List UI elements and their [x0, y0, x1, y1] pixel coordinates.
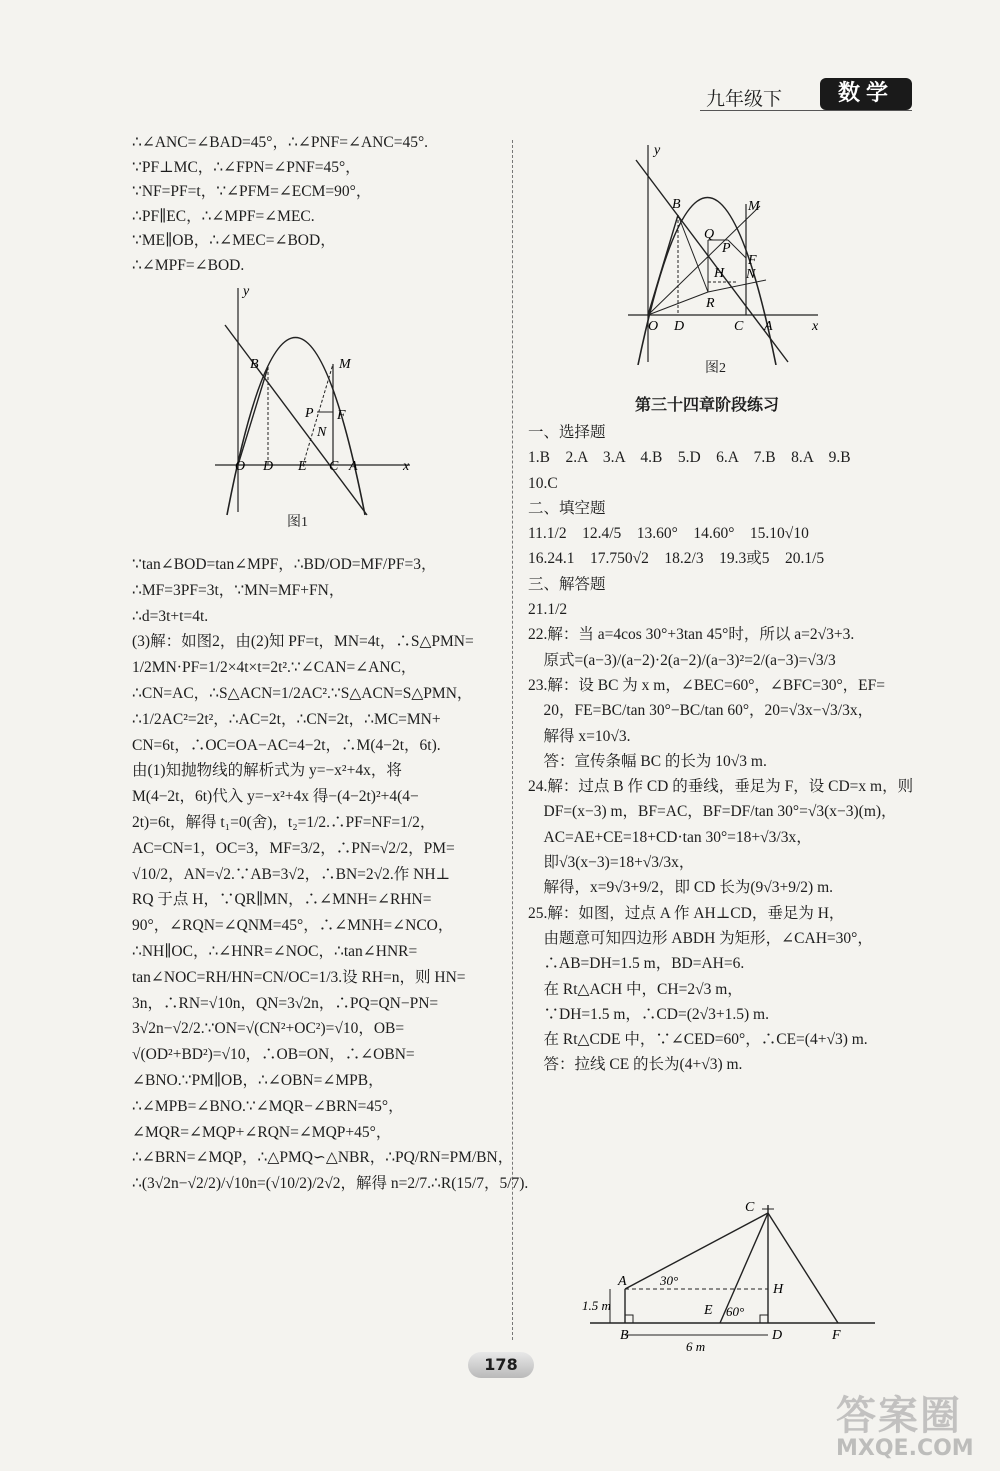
fig2-label-Q: Q	[704, 227, 715, 242]
fig1-label-N: N	[317, 425, 327, 440]
text-line: 25.解：如图，过点 A 作 AH⊥CD，垂足为 H，	[528, 904, 845, 922]
fig1-label-A: A	[349, 459, 358, 474]
text-line: 20，FE=BC/tan 30°−BC/tan 60°，20=√3x−√3/3x，	[528, 702, 874, 720]
fig2-label-x: x	[812, 319, 819, 334]
text-line: AC=AE+CE=18+CD·tan 30°=18+√3/3x，	[528, 828, 812, 846]
fig3-label-F: F	[832, 1328, 841, 1343]
fig3-label-D: D	[772, 1328, 783, 1343]
fig3-label-6m: 6 m	[686, 1339, 706, 1354]
fig3-label-A: A	[618, 1274, 627, 1289]
text-line: ∴MF=3PF=3t，∵MN=MF+FN，	[132, 581, 345, 599]
text-line: CN=6t，∴OC=OA−AC=4−2t，∴M(4−2t，6t).	[132, 736, 441, 754]
fig3-label-60: 60°	[726, 1304, 745, 1319]
fig1-label-y: y	[243, 284, 250, 299]
text-line: 3√2n−√2/2.∵ON=√(CN²+OC²)=√10，OB=	[132, 1020, 405, 1038]
text-line: ∴∠MPF=∠BOD.	[132, 256, 245, 274]
right-answers	[528, 420, 913, 1078]
text-line: 10.C	[528, 474, 558, 492]
text-line: ∠MQR=∠MQP+∠RQN=∠MQP+45°，	[132, 1123, 392, 1141]
text-line: ∴∠ANC=∠BAD=45°，∴∠PNF=∠ANC=45°.	[132, 134, 429, 151]
text-line: 解得，x=9√3+9/2，即 CD 长为(9√3+9/2) m.	[528, 879, 834, 897]
figure-3	[580, 1195, 880, 1355]
fig2-label-A: A	[764, 319, 773, 334]
figure-1-caption: 图1	[287, 515, 308, 530]
fig1-label-x: x	[403, 459, 410, 474]
fig1-label-F: F	[337, 408, 346, 423]
fig3-label-1.5m: 1.5 m	[582, 1298, 611, 1313]
text-line: 由题意可知四边形 ABDH 为矩形，∠CAH=30°，	[528, 929, 873, 947]
text-line: ∠BNO.∵PM∥OB，∴∠OBN=∠MPB，	[132, 1071, 384, 1089]
fig1-label-O: O	[235, 459, 246, 474]
text-line: ∵ME∥OB，∴∠MEC=∠BOD，	[132, 232, 336, 249]
text-line: M(4−2t，6t)代入 y=−x²+4x 得−(4−2t)²+4(4−	[132, 788, 419, 806]
fig1-label-E: E	[298, 459, 307, 474]
text-line: 答：宣传条幅 BC 的长为 10√3 m.	[528, 752, 767, 770]
figure-2-caption: 图2	[705, 361, 726, 376]
text-line: 1/2MN·PF=1/2×4t×t=2t².∵∠CAN=∠ANC，	[132, 659, 417, 677]
figure-1	[205, 280, 420, 520]
watermark-url: MXQE.COM	[836, 1436, 974, 1461]
watermark-logo: 答案圈	[836, 1393, 962, 1439]
fig2-label-R: R	[706, 296, 715, 311]
text-line: ∴1/2AC²=2t²，∴AC=2t，∴CN=2t，∴MC=MN+	[132, 710, 441, 728]
fig2-label-D: D	[674, 319, 685, 334]
fig3-label-30: 30°	[660, 1273, 679, 1288]
fig2-label-N: N	[746, 267, 756, 282]
header-grade: 九年级下	[706, 89, 783, 110]
fig3-label-B: B	[620, 1328, 629, 1343]
fig1-label-C: C	[329, 459, 339, 474]
text-line: 24.解：过点 B 作 CD 的垂线，垂足为 F，设 CD=x m，则	[528, 778, 914, 796]
text-line: ∵tan∠BOD=tan∠MPF，∴BD/OD=MF/PF=3，	[132, 556, 437, 573]
text-line: ∴PF∥EC，∴∠MPF=∠MEC.	[132, 207, 315, 225]
text-line: 2t)=6t，解得 t₁=0(舍)，t₂=1/2.∴PF=NF=1/2，	[132, 813, 436, 831]
text-line: ∴NH∥OC，∴∠HNR=∠NOC，∴tan∠HNR=	[132, 942, 418, 960]
fig3-label-H: H	[773, 1282, 784, 1297]
fig3-label-C: C	[745, 1200, 755, 1215]
text-line: √(OD²+BD²)=√10，∴OB=ON，∴∠OBN=	[132, 1046, 415, 1064]
text-line: 在 Rt△CDE 中，∵∠CED=60°，∴CE=(4+√3) m.	[528, 1031, 868, 1049]
text-line: 二、填空题	[528, 499, 606, 517]
text-line: 原式=(a−3)/(a−2)·2(a−2)/(a−3)²=2/(a−3)=√3/3	[528, 651, 836, 669]
text-line: 3n，∴RN=√10n，QN=3√2n，∴PQ=QN−PN=	[132, 994, 439, 1012]
text-line: 11.1/2 12.4/5 13.60° 14.60° 15.10√10	[528, 525, 809, 543]
text-line: 90°，∠RQN=∠QNM=45°，∴∠MNH=∠NCO，	[132, 917, 454, 935]
left-solution-top	[132, 131, 428, 278]
text-line: ∴CN=AC，∴S△ACN=1/2AC².∵S△ACN=S△PMN，	[132, 684, 473, 702]
text-line: ∵DH=1.5 m，∴CD=(2√3+1.5) m.	[528, 1005, 769, 1023]
page-number: 178	[468, 1352, 534, 1378]
text-line: ∴d=3t+t=4t.	[132, 607, 209, 625]
text-line: 即√3(x−3)=18+√3/3x，	[528, 854, 695, 872]
text-line: 一、选择题	[528, 424, 606, 441]
text-line: AC=CN=1，OC=3，MF=3/2，∴PN=√2/2，PM=	[132, 839, 455, 857]
text-line: 1.B 2.A 3.A 4.B 5.D 6.A 7.B 8.A 9.B	[528, 449, 851, 467]
fig2-label-O: O	[648, 319, 659, 334]
text-line: 22.解：当 a=4cos 30°+3tan 45°时，所以 a=2√3+3.	[528, 626, 855, 644]
header-rule	[700, 110, 912, 111]
text-line: √10/2，AN=√2.∵AB=3√2，∴BN=2√2.作 NH⊥	[132, 865, 451, 883]
text-line: 由(1)知抛物线的解析式为 y=−x²+4x，将	[132, 762, 402, 780]
text-line: ∴(3√2n−√2/2)/√10n=(√10/2)/2√2，解得 n=2/7.∴R(15/7，5/7).	[132, 1175, 529, 1193]
figure-2	[618, 140, 828, 365]
section-title: 第三十四章阶段练习	[635, 395, 780, 414]
fig1-label-B: B	[250, 357, 259, 372]
text-line: 解得 x=10√3.	[528, 727, 631, 745]
text-line: (3)解：如图2，由(2)知 PF=t，MN=4t，∴S△PMN=	[132, 633, 474, 651]
header-subject-badge: 数学	[820, 78, 912, 110]
text-line: ∵NF=PF=t，∵∠PFM=∠ECM=90°，	[132, 183, 372, 200]
left-solution-main	[132, 552, 528, 1197]
text-line: 三、解答题	[528, 575, 606, 593]
text-line: ∵PF⊥MC，∴∠FPN=∠PNF=45°，	[132, 158, 361, 176]
fig2-label-M: M	[748, 199, 760, 214]
fig2-label-B: B	[672, 197, 681, 212]
fig1-label-D: D	[263, 459, 274, 474]
text-line: 答：拉线 CE 的长为(4+√3) m.	[528, 1056, 743, 1074]
fig2-label-F: F	[748, 253, 757, 268]
text-line: 16.24.1 17.750√2 18.2/3 19.3或5 20.1/5	[528, 550, 825, 568]
fig1-label-P: P	[305, 406, 314, 421]
watermark	[836, 1384, 974, 1461]
text-line: 21.1/2	[528, 601, 568, 619]
text-line: 23.解：设 BC 为 x m，∠BEC=60°，∠BFC=30°，EF=	[528, 676, 885, 694]
fig2-label-y: y	[654, 143, 661, 158]
fig1-label-M: M	[339, 357, 351, 372]
fig2-label-H: H	[714, 266, 725, 281]
fig3-label-E: E	[704, 1303, 713, 1318]
text-line: ∴∠BRN=∠MQP，∴△PMQ∽△NBR，∴PQ/RN=PM/BN，	[132, 1149, 514, 1167]
text-line: DF=(x−3) m，BF=AC，BF=DF/tan 30°=√3(x−3)(m)，	[528, 803, 897, 821]
text-line: RQ 于点 H，∵QR∥MN，∴∠MNH=∠RHN=	[132, 891, 432, 909]
fig2-label-C: C	[734, 319, 744, 334]
fig2-label-P: P	[722, 241, 731, 256]
text-line: ∴∠MPB=∠BNO.∵∠MQR−∠BRN=45°，	[132, 1097, 404, 1115]
text-line: tan∠NOC=RH/HN=CN/OC=1/3.设 RH=n，则 HN=	[132, 968, 466, 986]
text-line: ∴AB=DH=1.5 m，BD=AH=6.	[528, 955, 745, 973]
text-line: 在 Rt△ACH 中，CH=2√3 m，	[528, 980, 743, 998]
